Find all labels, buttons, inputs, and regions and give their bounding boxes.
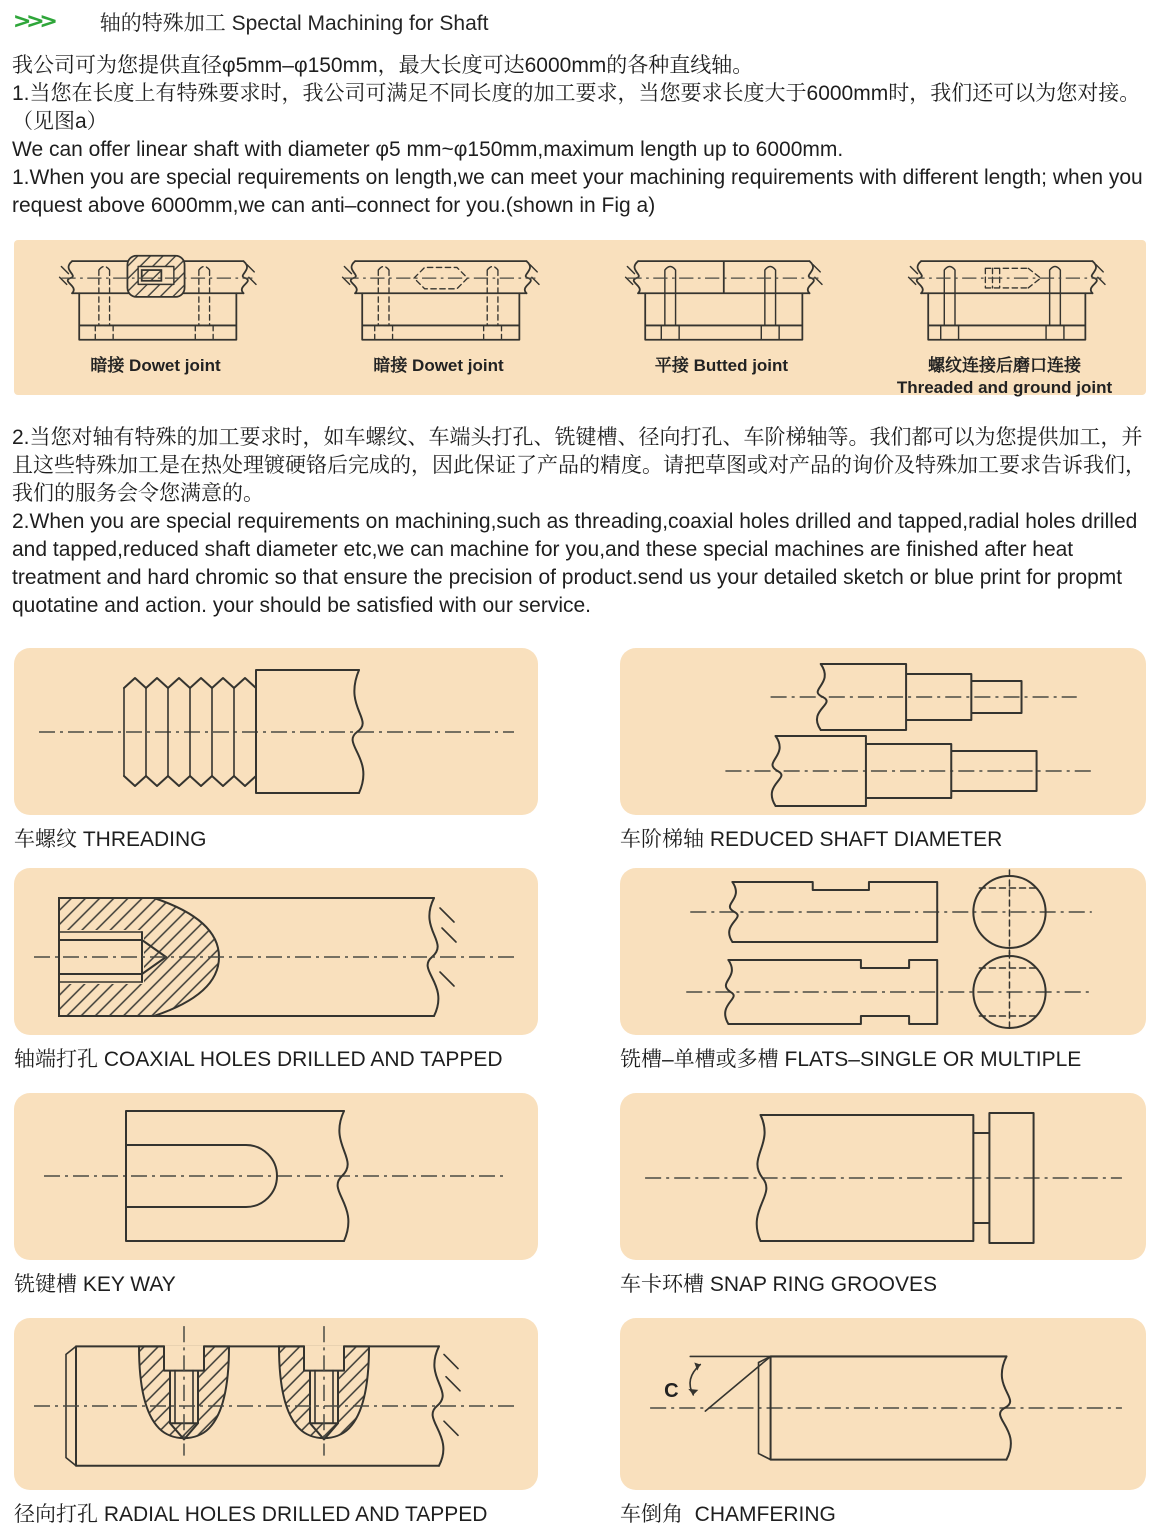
dowel-joint-hatched-drawing — [36, 254, 276, 354]
panel-flats — [620, 868, 1146, 1073]
panel-threading — [14, 648, 538, 853]
snap-ring-drawing — [620, 1093, 1146, 1260]
figure-dowel-joint-hatched — [14, 254, 297, 378]
joint-caption: 暗接 Dowet joint — [90, 356, 221, 375]
chamfer-angle-label: C — [664, 1379, 679, 1402]
threading-drawing — [14, 648, 538, 815]
machining-paragraph — [12, 424, 1152, 620]
radial-holes-drawing — [14, 1318, 538, 1490]
panel-chamfering — [620, 1318, 1146, 1528]
page-title: 轴的特殊加工 Spectal Machining for Shaft — [99, 11, 489, 35]
intro-cn-line1: 我公司可为您提供直径φ5mm–φ150mm，最大长度可达6000mm的各种直线轴。 — [12, 54, 754, 77]
panel-caption: 轴端打孔 COAXIAL HOLES DRILLED AND TAPPED — [14, 1048, 503, 1071]
panel-caption: 铣槽–单槽或多槽 FLATS–SINGLE OR MULTIPLE — [620, 1048, 1082, 1071]
joint-caption: 螺纹连接后磨口连接 — [928, 356, 1081, 375]
joint-caption: 平接 Butted joint — [654, 356, 789, 375]
page-header — [14, 6, 488, 37]
intro-paragraph — [12, 52, 1152, 220]
panel-caption: 车倒角 CHAMFERING — [620, 1503, 836, 1526]
panel-snap-ring — [620, 1093, 1146, 1298]
chevrons-icon: >>> — [14, 8, 54, 35]
panel-caption: 径向打孔 RADIAL HOLES DRILLED AND TAPPED — [14, 1503, 488, 1526]
panel-caption: 车卡环槽 SNAP RING GROOVES — [620, 1273, 937, 1296]
machining-en: 2.When you are special requirements on machining,such as threading,coaxial holes drilled and tapped,radial holes drilled and tapped,reduced shaft diameter etc,we can machine for you,and these special machines are finished after heat treatment and hard chromic so that ensure the precision of product.send us your detailed sketch or blue print for propmt quotatine and action. your should be satisfied with our service. — [12, 510, 1138, 617]
dowel-joint-dashed-drawing — [319, 254, 559, 354]
panel-coaxial-holes — [14, 868, 538, 1073]
panel-caption: 车螺纹 THREADING — [14, 828, 207, 851]
joint-caption: 暗接 Dowet joint — [373, 356, 504, 375]
keyway-drawing — [14, 1093, 538, 1260]
panel-caption: 铣键槽 KEY WAY — [14, 1273, 176, 1296]
coaxial-holes-drawing — [14, 868, 538, 1035]
panel-caption: 车阶梯轴 REDUCED SHAFT DIAMETER — [620, 828, 1003, 851]
intro-cn-line2: 1.当您在长度上有特殊要求时，我公司可满足不同长度的加工要求，当您要求长度大于6000mm时，我们还可以为您对接。（见图a） — [12, 82, 1141, 133]
machining-cn: 2.当您对轴有特殊的加工要求时，如车螺纹、车端头打孔、铣键槽、径向打孔、车阶梯轴等。我们都可以为您提供加工，并且这些特殊加工是在热处理镀硬铬后完成的，因此保证了产品的精度。请把草图或对产品的询价及特殊加工要求告诉我们，我们的服务会令您满意的。 — [12, 426, 1146, 505]
threaded-ground-joint-drawing — [885, 254, 1125, 354]
joint-types-banner — [14, 240, 1146, 395]
panel-reduced-shaft — [620, 648, 1146, 853]
flats-drawing — [620, 868, 1146, 1035]
butted-joint-drawing — [602, 254, 842, 354]
figure-butted-joint — [580, 254, 863, 378]
joint-caption-line2: Threaded and ground joint — [896, 378, 1113, 397]
panel-keyway — [14, 1093, 538, 1298]
figure-threaded-ground-joint — [863, 254, 1146, 398]
reduced-shaft-drawing — [620, 648, 1146, 815]
chamfering-drawing — [620, 1318, 1146, 1490]
intro-en-line1: We can offer linear shaft with diameter φ5 mm~φ150mm,maximum length up to 6000mm. — [12, 138, 844, 161]
figure-dowel-joint-dashed — [297, 254, 580, 378]
intro-en-line2: 1.When you are special requirements on length,we can meet your machining requirements with different length; when you request above 6000mm,we can anti–connect for you.(shown in Fig a) — [12, 166, 1143, 217]
panel-radial-holes — [14, 1318, 538, 1528]
